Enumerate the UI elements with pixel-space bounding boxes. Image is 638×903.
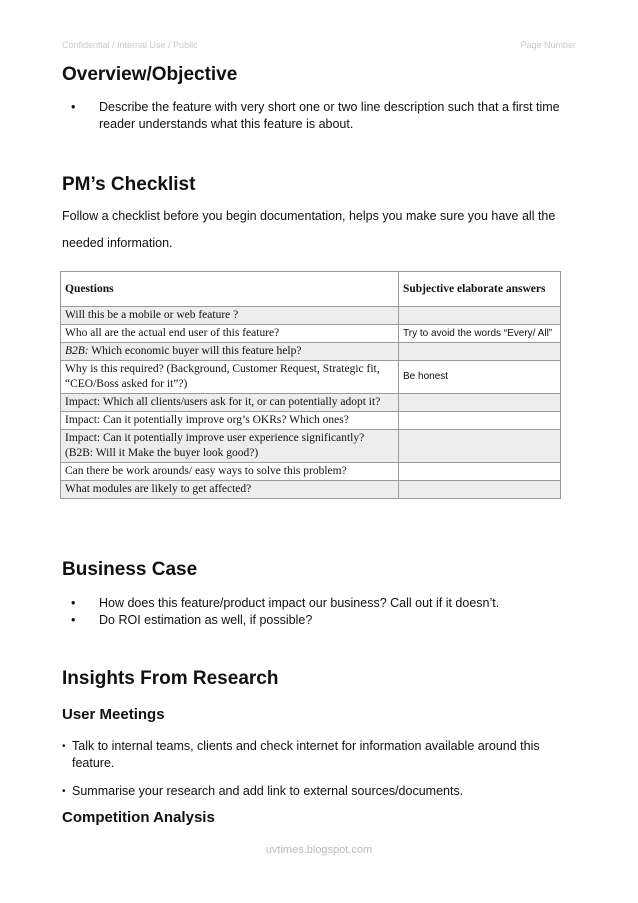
business-case-heading: Business Case bbox=[62, 559, 198, 580]
page-number-label: Page Number bbox=[520, 40, 576, 50]
table-row bbox=[61, 394, 561, 412]
user-meetings-bullets bbox=[62, 738, 582, 811]
answer-cell bbox=[399, 463, 561, 481]
list-item: • Talk to internal teams, clients and check internet for information available around this feature. bbox=[62, 739, 540, 770]
question-cell: Impact: Which all clients/users ask for it, or can potentially adopt it? bbox=[61, 394, 399, 412]
question-cell: B2B: Which economic buyer will this feature help? bbox=[61, 343, 399, 361]
answer-cell bbox=[399, 430, 561, 463]
table-row bbox=[61, 430, 561, 463]
list-item: • Describe the feature with very short one or two line description such that a first time reader understands what this feature is about. bbox=[71, 100, 560, 131]
answer-cell: Try to avoid the words “Every/ All” bbox=[399, 325, 561, 343]
footer-watermark: uvtimes.blogspot.com bbox=[265, 844, 373, 856]
question-cell: Why is this required? (Background, Customer Request, Strategic fit, “CEO/Boss asked for it”?) bbox=[61, 361, 399, 394]
checklist-heading: PM’s Checklist bbox=[62, 174, 196, 195]
table-row bbox=[61, 361, 561, 394]
table-row bbox=[61, 343, 561, 361]
competition-analysis-heading: Competition Analysis bbox=[62, 809, 215, 826]
answer-cell bbox=[399, 481, 561, 499]
question-cell: Impact: Can it potentially improve user experience significantly? (B2B: Will it Make the buyer look good?) bbox=[61, 430, 399, 463]
answer-cell bbox=[399, 412, 561, 430]
question-cell: Who all are the actual end user of this feature? bbox=[61, 325, 399, 343]
checklist-table bbox=[60, 271, 561, 499]
overview-heading: Overview/Objective bbox=[62, 64, 238, 85]
list-item: • Do ROI estimation as well, if possible? bbox=[71, 613, 313, 627]
checklist-intro: Follow a checklist before you begin documentation, helps you make sure you have all the needed information. bbox=[62, 209, 556, 250]
list-item: • Summarise your research and add link to external sources/documents. bbox=[62, 784, 464, 798]
table-row bbox=[61, 325, 561, 343]
table-header-row bbox=[61, 272, 561, 307]
question-cell: What modules are likely to get affected? bbox=[61, 481, 399, 499]
table-header-answers: Subjective elaborate answers bbox=[399, 272, 561, 307]
business-case-bullets bbox=[62, 595, 582, 629]
question-cell: Will this be a mobile or web feature ? bbox=[61, 307, 399, 325]
answer-cell: Be honest bbox=[399, 361, 561, 394]
b2b-prefix: B2B: bbox=[65, 345, 89, 357]
answer-cell bbox=[399, 343, 561, 361]
overview-bullets bbox=[62, 99, 582, 133]
table-row bbox=[61, 463, 561, 481]
table-header-questions: Questions bbox=[61, 272, 399, 307]
answer-cell bbox=[399, 307, 561, 325]
table-row bbox=[61, 307, 561, 325]
question-cell: Impact: Can it potentially improve org’s OKRs? Which ones? bbox=[61, 412, 399, 430]
answer-cell bbox=[399, 394, 561, 412]
table-row bbox=[61, 412, 561, 430]
table-row bbox=[61, 481, 561, 499]
user-meetings-heading: User Meetings bbox=[62, 706, 165, 723]
question-cell: Can there be work arounds/ easy ways to solve this problem? bbox=[61, 463, 399, 481]
page-header bbox=[62, 40, 576, 52]
list-item: • How does this feature/product impact our business? Call out if it doesn’t. bbox=[71, 596, 500, 610]
classification-label: Confidential / Internal Use / Public bbox=[62, 40, 198, 50]
insights-heading: Insights From Research bbox=[62, 668, 279, 689]
